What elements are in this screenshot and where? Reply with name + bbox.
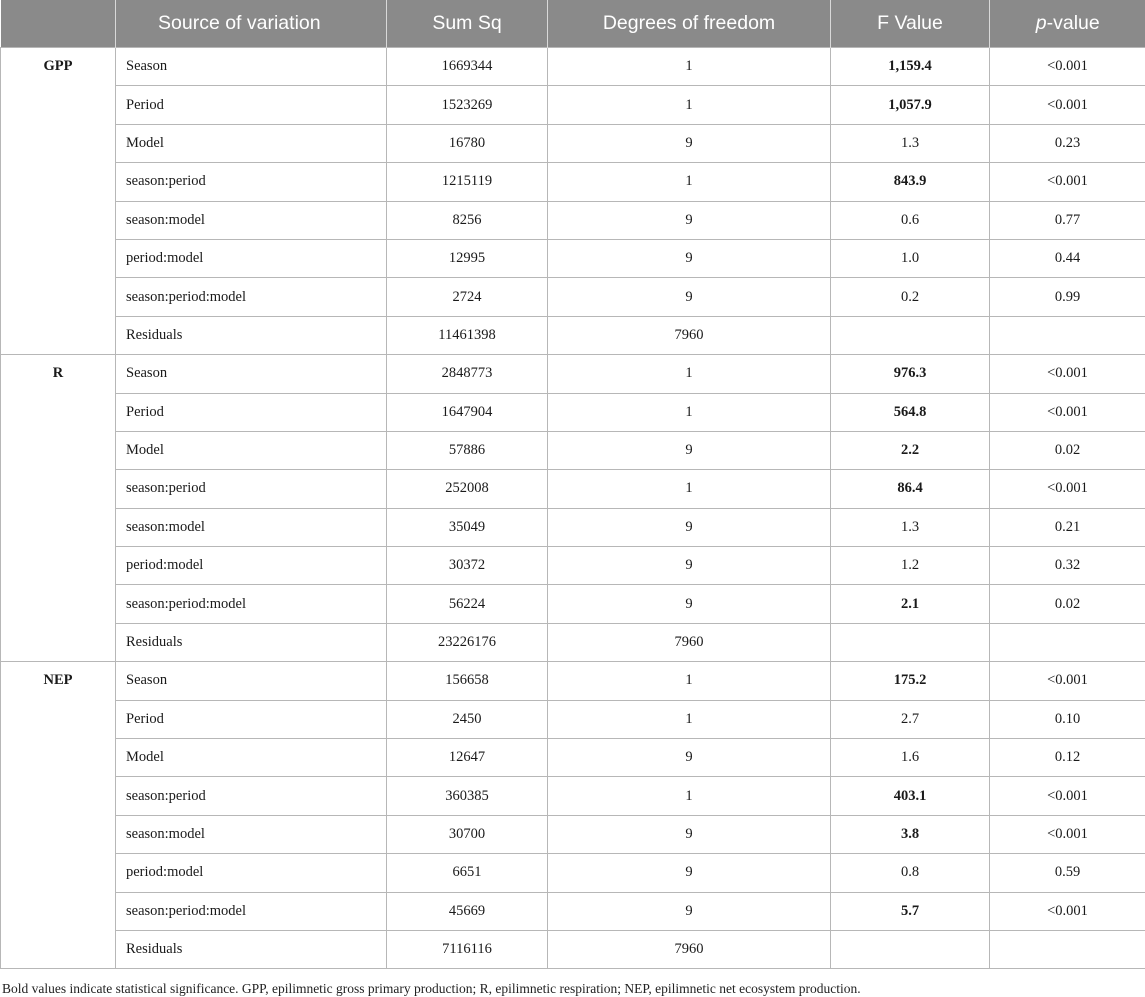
source-cell: season:period:model	[116, 892, 387, 930]
sum-sq-cell: 1523269	[387, 86, 548, 124]
p-value-cell: 0.59	[990, 854, 1145, 892]
source-cell: Residuals	[116, 623, 387, 661]
df-cell: 9	[548, 508, 831, 546]
table-row	[1, 508, 1145, 546]
table-row	[1, 854, 1145, 892]
f-value-cell: 5.7	[831, 892, 990, 930]
df-cell: 9	[548, 815, 831, 853]
f-value-cell: 175.2	[831, 662, 990, 700]
header-p-italic: p	[1035, 12, 1047, 34]
source-cell: Residuals	[116, 930, 387, 968]
source-cell: Period	[116, 393, 387, 431]
header-df: Degrees of freedom	[548, 0, 831, 48]
sum-sq-cell: 11461398	[387, 316, 548, 354]
df-cell: 1	[548, 163, 831, 201]
table-row	[1, 355, 1145, 393]
header-source: Source of variation	[116, 0, 387, 48]
p-value-cell: 0.21	[990, 508, 1145, 546]
sum-sq-cell: 45669	[387, 892, 548, 930]
sum-sq-cell: 8256	[387, 201, 548, 239]
table-row	[1, 86, 1145, 124]
source-cell: Season	[116, 48, 387, 86]
df-cell: 1	[548, 393, 831, 431]
source-cell: season:model	[116, 815, 387, 853]
source-cell: Model	[116, 431, 387, 469]
sum-sq-cell: 6651	[387, 854, 548, 892]
source-cell: Season	[116, 355, 387, 393]
df-cell: 9	[548, 892, 831, 930]
sum-sq-cell: 57886	[387, 431, 548, 469]
f-value-cell: 3.8	[831, 815, 990, 853]
sum-sq-cell: 56224	[387, 585, 548, 623]
p-value-cell: <0.001	[990, 355, 1145, 393]
source-cell: season:model	[116, 508, 387, 546]
source-cell: Model	[116, 124, 387, 162]
df-cell: 1	[548, 48, 831, 86]
table-row	[1, 662, 1145, 700]
sum-sq-cell: 252008	[387, 470, 548, 508]
f-value-cell: 0.6	[831, 201, 990, 239]
source-cell: period:model	[116, 854, 387, 892]
p-value-cell: <0.001	[990, 662, 1145, 700]
f-value-cell: 564.8	[831, 393, 990, 431]
sum-sq-cell: 12995	[387, 239, 548, 277]
sum-sq-cell: 2450	[387, 700, 548, 738]
table-row	[1, 777, 1145, 815]
group-label-nep: NEP	[1, 662, 116, 969]
f-value-cell: 2.1	[831, 585, 990, 623]
table-row	[1, 930, 1145, 968]
p-value-cell	[990, 623, 1145, 661]
source-cell: season:model	[116, 201, 387, 239]
sum-sq-cell: 7116116	[387, 930, 548, 968]
table-row	[1, 278, 1145, 316]
source-cell: season:period:model	[116, 278, 387, 316]
df-cell: 1	[548, 86, 831, 124]
table-row	[1, 815, 1145, 853]
header-sum-sq: Sum Sq	[387, 0, 548, 48]
table-row	[1, 316, 1145, 354]
sum-sq-cell: 360385	[387, 777, 548, 815]
df-cell: 9	[548, 201, 831, 239]
df-cell: 9	[548, 585, 831, 623]
f-value-cell: 1.3	[831, 508, 990, 546]
f-value-cell: 2.2	[831, 431, 990, 469]
sum-sq-cell: 156658	[387, 662, 548, 700]
df-cell: 7960	[548, 316, 831, 354]
p-value-cell: 0.10	[990, 700, 1145, 738]
f-value-cell: 86.4	[831, 470, 990, 508]
table-row	[1, 470, 1145, 508]
sum-sq-cell: 16780	[387, 124, 548, 162]
f-value-cell: 1.2	[831, 547, 990, 585]
source-cell: season:period	[116, 777, 387, 815]
p-value-cell: 0.02	[990, 431, 1145, 469]
df-cell: 9	[548, 278, 831, 316]
source-cell: Model	[116, 739, 387, 777]
p-value-cell: <0.001	[990, 470, 1145, 508]
df-cell: 9	[548, 124, 831, 162]
f-value-cell: 1.3	[831, 124, 990, 162]
sum-sq-cell: 35049	[387, 508, 548, 546]
table-row	[1, 393, 1145, 431]
group-label-gpp: GPP	[1, 48, 116, 355]
f-value-cell: 1,159.4	[831, 48, 990, 86]
source-cell: season:period:model	[116, 585, 387, 623]
header-f-value: F Value	[831, 0, 990, 48]
p-value-cell: 0.77	[990, 201, 1145, 239]
f-value-cell: 2.7	[831, 700, 990, 738]
df-cell: 1	[548, 662, 831, 700]
p-value-cell: 0.99	[990, 278, 1145, 316]
sum-sq-cell: 1215119	[387, 163, 548, 201]
df-cell: 1	[548, 777, 831, 815]
sum-sq-cell: 2848773	[387, 355, 548, 393]
table-row	[1, 739, 1145, 777]
table-row	[1, 124, 1145, 162]
p-value-cell: <0.001	[990, 163, 1145, 201]
table-row	[1, 201, 1145, 239]
sum-sq-cell: 30372	[387, 547, 548, 585]
table-row	[1, 585, 1145, 623]
f-value-cell: 1.6	[831, 739, 990, 777]
p-value-cell	[990, 930, 1145, 968]
group-label-r: R	[1, 355, 116, 662]
source-cell: season:period	[116, 163, 387, 201]
header-p-rest: -value	[1046, 12, 1100, 34]
df-cell: 7960	[548, 623, 831, 661]
f-value-cell	[831, 623, 990, 661]
header-p-value	[990, 0, 1145, 48]
source-cell: Residuals	[116, 316, 387, 354]
sum-sq-cell: 12647	[387, 739, 548, 777]
p-value-cell: <0.001	[990, 892, 1145, 930]
sum-sq-cell: 1647904	[387, 393, 548, 431]
table-row	[1, 700, 1145, 738]
df-cell: 9	[548, 547, 831, 585]
df-cell: 9	[548, 854, 831, 892]
p-value-cell: <0.001	[990, 393, 1145, 431]
df-cell: 9	[548, 739, 831, 777]
table-header	[1, 0, 1145, 48]
df-cell: 7960	[548, 930, 831, 968]
f-value-cell	[831, 930, 990, 968]
df-cell: 9	[548, 239, 831, 277]
table-row	[1, 623, 1145, 661]
p-value-cell: <0.001	[990, 777, 1145, 815]
table-row	[1, 48, 1145, 86]
sum-sq-cell: 30700	[387, 815, 548, 853]
df-cell: 9	[548, 431, 831, 469]
table-row	[1, 163, 1145, 201]
p-value-cell: <0.001	[990, 815, 1145, 853]
source-cell: Period	[116, 86, 387, 124]
source-cell: period:model	[116, 239, 387, 277]
source-cell: period:model	[116, 547, 387, 585]
f-value-cell: 843.9	[831, 163, 990, 201]
f-value-cell: 1,057.9	[831, 86, 990, 124]
source-cell: Season	[116, 662, 387, 700]
p-value-cell	[990, 316, 1145, 354]
table-row	[1, 892, 1145, 930]
p-value-cell: 0.32	[990, 547, 1145, 585]
sum-sq-cell: 1669344	[387, 48, 548, 86]
f-value-cell: 976.3	[831, 355, 990, 393]
table-row	[1, 431, 1145, 469]
table-row	[1, 547, 1145, 585]
df-cell: 1	[548, 470, 831, 508]
p-value-cell: 0.23	[990, 124, 1145, 162]
table-row	[1, 239, 1145, 277]
f-value-cell: 1.0	[831, 239, 990, 277]
f-value-cell: 0.2	[831, 278, 990, 316]
df-cell: 1	[548, 355, 831, 393]
f-value-cell	[831, 316, 990, 354]
p-value-cell: 0.12	[990, 739, 1145, 777]
table-footnote: Bold values indicate statistical significance. GPP, epilimnetic gross primary production; R, epilimnetic respiration; NEP, epilimnetic net ecosystem production.	[2, 981, 861, 996]
header-group	[1, 0, 116, 48]
sum-sq-cell: 2724	[387, 278, 548, 316]
f-value-cell: 403.1	[831, 777, 990, 815]
df-cell: 1	[548, 700, 831, 738]
source-cell: season:period	[116, 470, 387, 508]
table-body	[1, 48, 1145, 969]
p-value-cell: <0.001	[990, 86, 1145, 124]
p-value-cell: 0.44	[990, 239, 1145, 277]
f-value-cell: 0.8	[831, 854, 990, 892]
p-value-cell: 0.02	[990, 585, 1145, 623]
sum-sq-cell: 23226176	[387, 623, 548, 661]
source-cell: Period	[116, 700, 387, 738]
p-value-cell: <0.001	[990, 48, 1145, 86]
